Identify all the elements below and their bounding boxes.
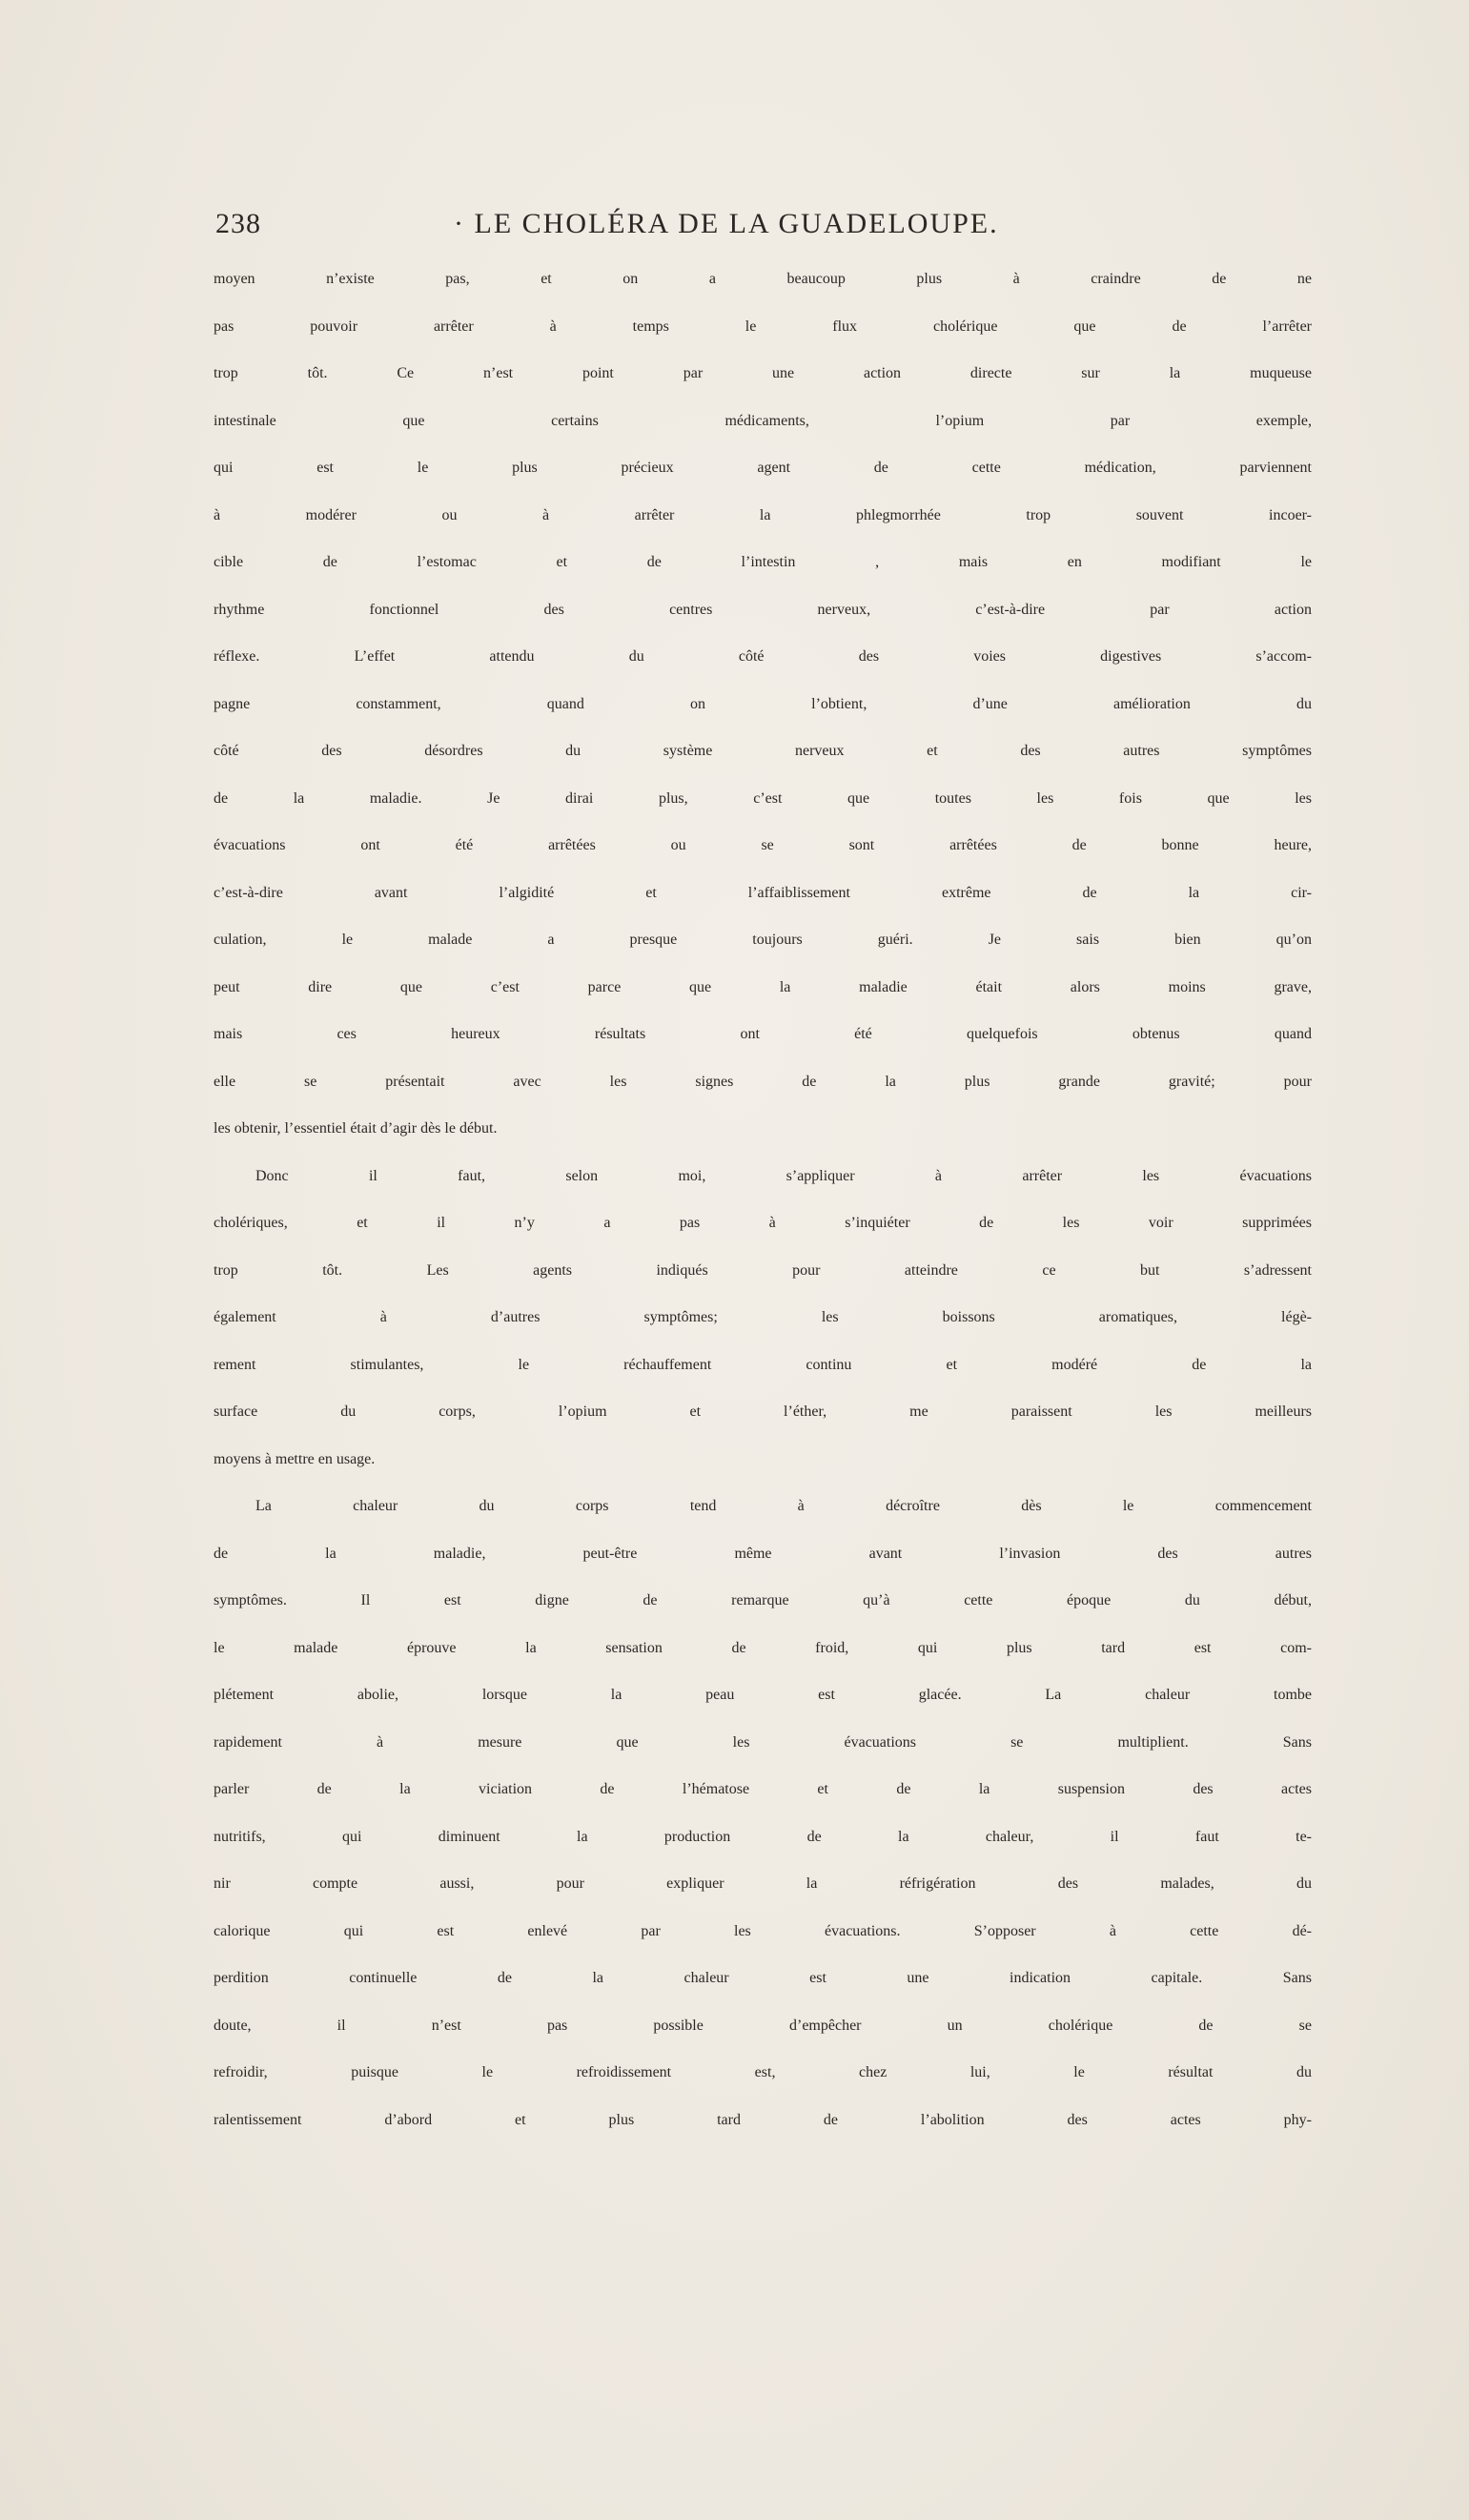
- page-header: [215, 208, 1312, 246]
- text-line: symptômes. Il est digne de remarque qu’à cette époque du début,: [214, 1592, 1312, 1608]
- running-title: · LE CHOLÉRA DE LA GUADELOUPE.: [454, 208, 999, 239]
- text-line: côté des désordres du système nerveux et des autres symptômes: [214, 743, 1312, 759]
- text-line: le malade éprouve la sensation de froid, qui plus tard est com-: [214, 1639, 1312, 1656]
- text-line: c’est-à-dire avant l’algidité et l’affaiblissement extrême de la cir-: [214, 884, 1312, 901]
- text-line: rhythme fonctionnel des centres nerveux, c’est-à-dire par action: [214, 601, 1312, 618]
- text-line: Donc il faut, selon moi, s’appliquer à arrêter les évacuations: [255, 1167, 1312, 1184]
- text-line: à modérer ou à arrêter la phlegmorrhée trop souvent incoer-: [214, 506, 1312, 523]
- text-line: qui est le plus précieux agent de cette médication, parviennent: [214, 460, 1312, 476]
- text-line: La chaleur du corps tend à décroître dès le commencement: [255, 1498, 1312, 1514]
- text-line: pas pouvoir arrêter à temps le flux cholérique que de l’arrêter: [214, 318, 1312, 335]
- body-text: [214, 271, 1312, 2159]
- text-line: également à d’autres symptômes; les boissons aromatiques, légè-: [214, 1309, 1312, 1325]
- text-line: rement stimulantes, le réchauffement continu et modéré de la: [214, 1356, 1312, 1373]
- text-line: trop tôt. Ce n’est point par une action directe sur la muqueuse: [214, 365, 1312, 381]
- text-line: refroidir, puisque le refroidissement est, chez lui, le résultat du: [214, 2064, 1312, 2080]
- text-line: intestinale que certains médicaments, l’opium par exemple,: [214, 412, 1312, 429]
- text-line: surface du corps, l’opium et l’éther, me paraissent les meilleurs: [214, 1403, 1312, 1420]
- text-line: nir compte aussi, pour expliquer la réfrigération des malades, du: [214, 1875, 1312, 1892]
- text-line: ralentissement d’abord et plus tard de l’abolition des actes phy-: [214, 2111, 1312, 2128]
- text-line: de la maladie, peut-être même avant l’invasion des autres: [214, 1545, 1312, 1562]
- text-line: elle se présentait avec les signes de la plus grande gravité; pour: [214, 1073, 1312, 1090]
- text-line: de la maladie. Je dirai plus, c’est que toutes les fois que les: [214, 789, 1312, 807]
- text-line: évacuations ont été arrêtées ou se sont arrêtées de bonne heure,: [214, 837, 1312, 853]
- text-line: doute, il n’est pas possible d’empêcher un cholérique de se: [214, 2017, 1312, 2034]
- text-line: réflexe. L’effet attendu du côté des voies digestives s’accom-: [214, 648, 1312, 665]
- text-line: plétement abolie, lorsque la peau est glacée. La chaleur tombe: [214, 1687, 1312, 1703]
- text-line: peut dire que c’est parce que la maladie était alors moins grave,: [214, 978, 1312, 995]
- text-line: nutritifs, qui diminuent la production de la chaleur, il faut te-: [214, 1828, 1312, 1845]
- page-number: 238: [215, 208, 261, 239]
- text-line: culation, le malade a presque toujours guéri. Je sais bien qu’on: [214, 932, 1312, 948]
- text-line: calorique qui est enlevé par les évacuations. S’opposer à cette dé-: [214, 1922, 1312, 1939]
- text-line: trop tôt. Les agents indiqués pour atteindre ce but s’adressent: [214, 1261, 1312, 1279]
- text-line: mais ces heureux résultats ont été quelquefois obtenus quand: [214, 1026, 1312, 1042]
- text-line: perdition continuelle de la chaleur est une indication capitale. Sans: [214, 1970, 1312, 1986]
- text-line: moyens à mettre en usage.: [214, 1450, 376, 1467]
- text-line: parler de la viciation de l’hématose et de la suspension des actes: [214, 1781, 1312, 1797]
- text-line: pagne constamment, quand on l’obtient, d’une amélioration du: [214, 695, 1312, 712]
- text-line: cible de l’estomac et de l’intestin , mais en modifiant le: [214, 554, 1312, 570]
- text-line: les obtenir, l’essentiel était d’agir dès le début.: [214, 1120, 498, 1137]
- text-line: cholériques, et il n’y a pas à s’inquiéter de les voir supprimées: [214, 1215, 1312, 1231]
- text-line: moyen n’existe pas, et on a beaucoup plus à craindre de ne: [214, 271, 1312, 287]
- text-line: rapidement à mesure que les évacuations se multiplient. Sans: [214, 1733, 1312, 1751]
